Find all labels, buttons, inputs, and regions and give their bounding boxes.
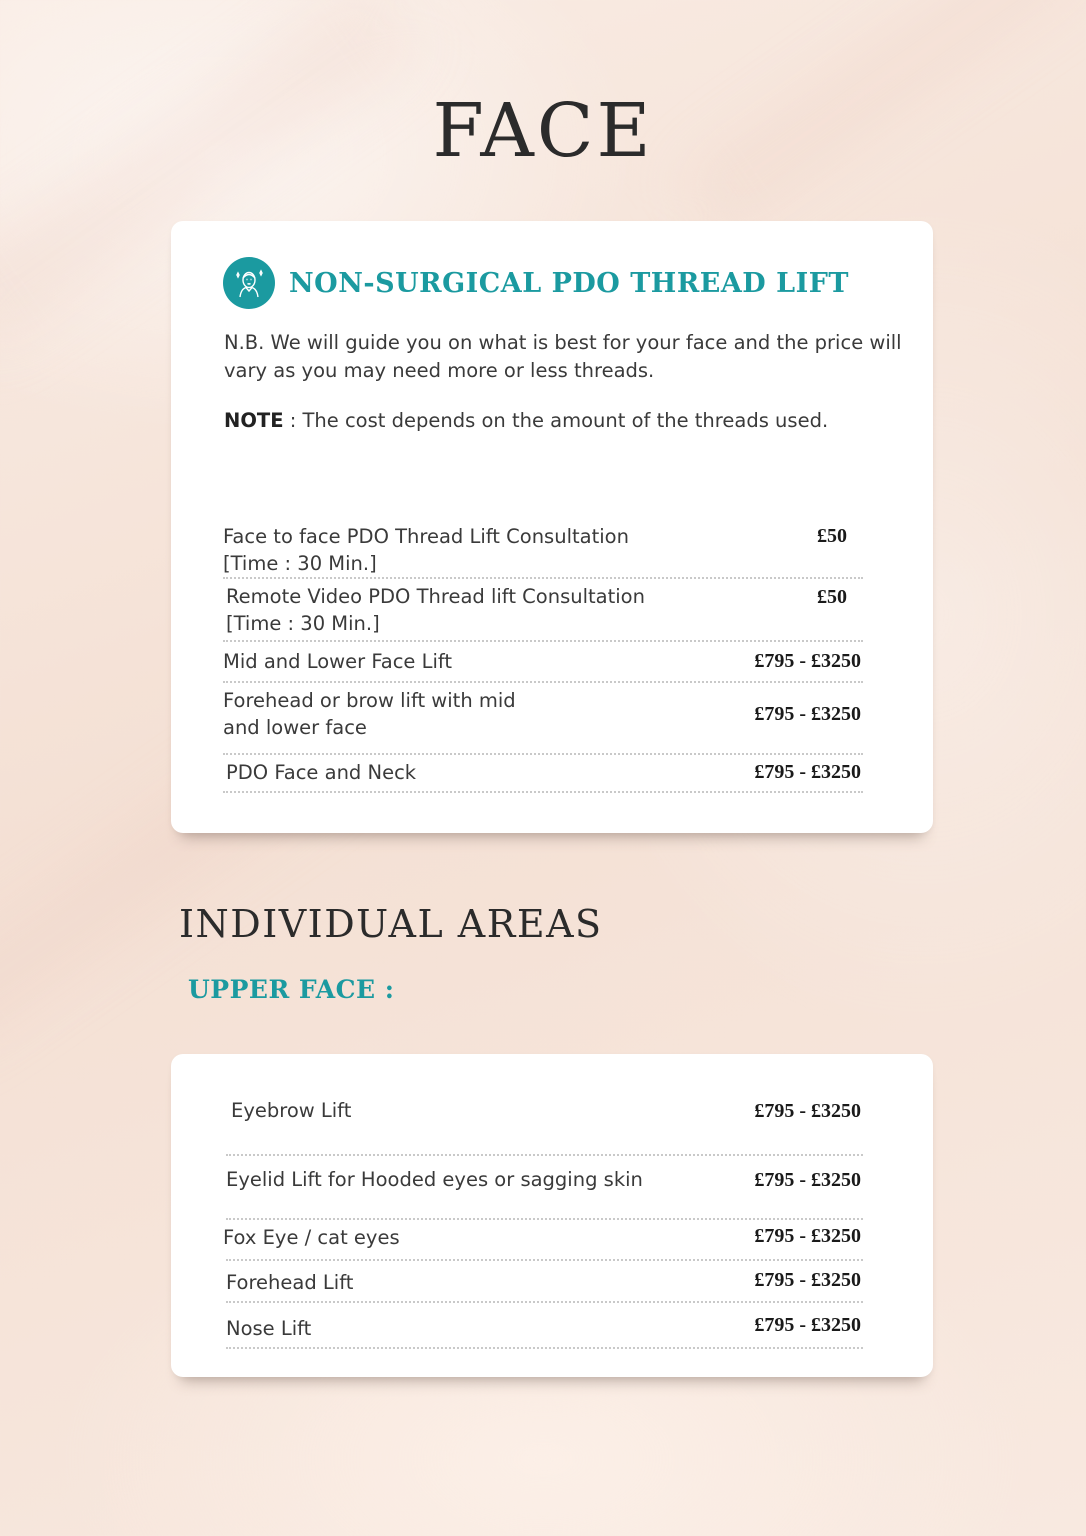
treatment-name: Eyebrow Lift bbox=[231, 1099, 352, 1122]
treatment-price: £795 - £3250 bbox=[754, 761, 861, 783]
treatment-price: £795 - £3250 bbox=[754, 650, 861, 672]
treatment-price: £795 - £3250 bbox=[754, 1169, 861, 1191]
treatment-name: Mid and Lower Face Lift bbox=[223, 650, 453, 673]
price-row bbox=[223, 519, 863, 579]
thread-lift-title: NON-SURGICAL PDO THREAD LIFT bbox=[289, 267, 849, 299]
price-row bbox=[223, 1220, 863, 1261]
upper-face-card bbox=[171, 1054, 933, 1377]
price-row bbox=[226, 1261, 863, 1303]
thread-lift-card bbox=[171, 221, 933, 833]
card-header bbox=[223, 257, 849, 309]
price-row bbox=[226, 1303, 863, 1349]
treatment-name-line: Remote Video PDO Thread lift Consultation bbox=[226, 585, 645, 608]
intro-text: N.B. We will guide you on what is best for your face and the price will vary as you may need more or less threads. bbox=[224, 331, 902, 382]
treatment-name: Forehead Lift bbox=[226, 1271, 354, 1294]
treatment-price: £795 - £3250 bbox=[754, 1100, 861, 1122]
price-row bbox=[223, 642, 863, 683]
upper-face-price-list bbox=[223, 1094, 863, 1349]
treatment-name-line: and lower face bbox=[223, 716, 367, 739]
treatment-price: £795 - £3250 bbox=[754, 1269, 861, 1291]
treatment-name: Eyelid Lift for Hooded eyes or sagging skin bbox=[226, 1168, 643, 1191]
treatment-price: £50 bbox=[817, 525, 847, 547]
treatment-name bbox=[223, 523, 643, 577]
treatment-time: [Time : 30 Min.] bbox=[223, 552, 377, 575]
treatment-price: £795 - £3250 bbox=[754, 703, 861, 725]
note-text: : The cost depends on the amount of the threads used. bbox=[283, 409, 829, 432]
individual-areas-title: INDIVIDUAL AREAS bbox=[179, 902, 603, 946]
price-row bbox=[223, 755, 863, 793]
treatment-price: £795 - £3250 bbox=[754, 1314, 861, 1336]
treatment-price: £795 - £3250 bbox=[754, 1225, 861, 1247]
price-row bbox=[226, 1094, 863, 1156]
treatment-name bbox=[226, 583, 646, 637]
treatment-price: £50 bbox=[817, 586, 847, 608]
treatment-name: PDO Face and Neck bbox=[226, 761, 417, 784]
treatment-time: [Time : 30 Min.] bbox=[226, 612, 380, 635]
thread-lift-price-list bbox=[223, 519, 863, 793]
treatment-name: Nose Lift bbox=[226, 1317, 312, 1340]
price-row bbox=[223, 683, 863, 755]
price-row bbox=[223, 579, 863, 642]
note-label: NOTE bbox=[224, 409, 284, 432]
treatment-name-line: Forehead or brow lift with mid bbox=[223, 689, 516, 712]
treatment-name-line: Face to face PDO Thread Lift Consultation bbox=[223, 525, 629, 548]
upper-face-title: UPPER FACE : bbox=[188, 975, 395, 1004]
face-treatment-icon bbox=[223, 257, 275, 309]
price-row bbox=[226, 1156, 863, 1220]
treatment-name: Fox Eye / cat eyes bbox=[223, 1226, 400, 1249]
cost-note bbox=[224, 409, 828, 432]
page-title: FACE bbox=[432, 88, 654, 174]
treatment-name bbox=[223, 687, 643, 741]
